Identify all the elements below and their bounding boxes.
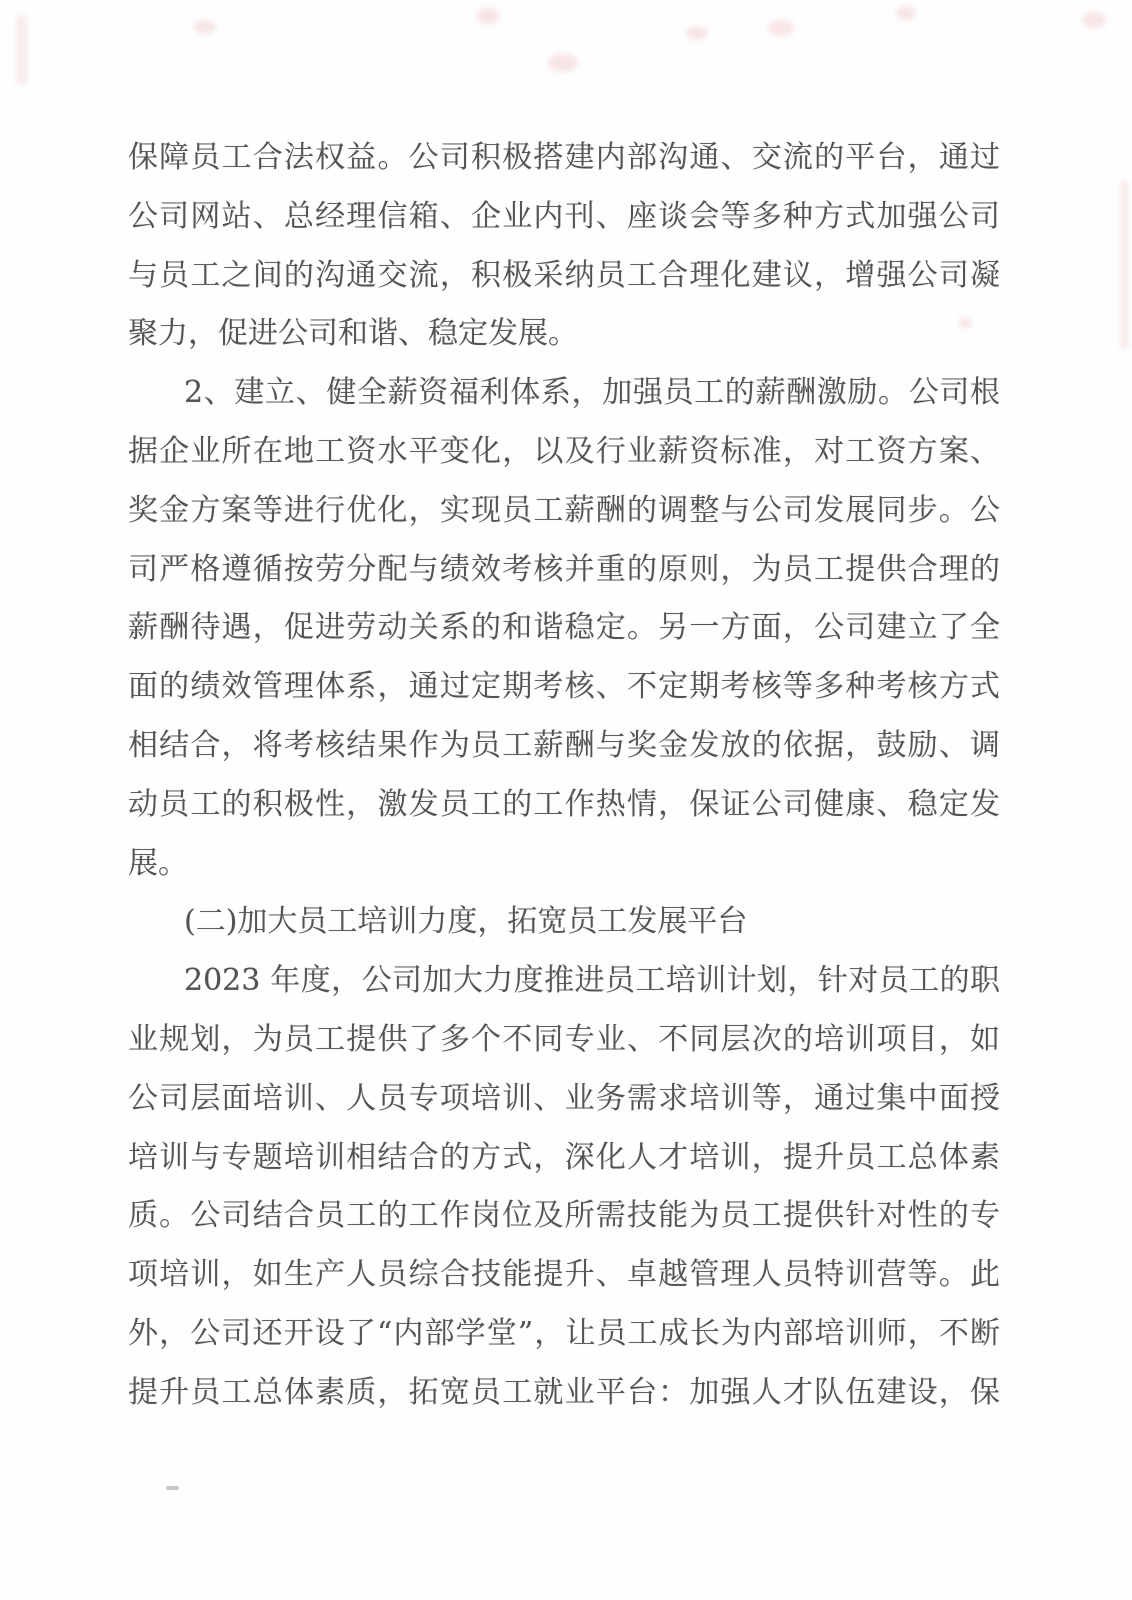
doc-line: 保障员工合法权益。公司积极搭建内部沟通、交流的平台，通过	[128, 140, 1000, 175]
stray-mark	[166, 1486, 179, 1490]
scan-smudge	[686, 26, 708, 40]
doc-line: 公司层面培训、人员专项培训、业务需求培训等，通过集中面授	[128, 1080, 1000, 1116]
scan-smudge	[194, 20, 216, 34]
doc-line: 展。	[128, 845, 188, 881]
doc-line: 动员工的积极性，激发员工的工作热情，保证公司健康、稳定发	[128, 786, 1000, 822]
doc-line: 提升员工总体素质，拓宽员工就业平台：加强人才队伍建设，保	[128, 1374, 1000, 1410]
doc-line: 相结合，将考核结果作为员工薪酬与奖金发放的依据，鼓励、调	[128, 727, 1000, 763]
doc-line: 培训与专题培训相结合的方式，深化人才培训，提升员工总体素	[128, 1139, 1000, 1175]
doc-line: 与员工之间的沟通交流，积极采纳员工合理化建议，增强公司凝	[128, 257, 1000, 293]
doc-line: 质。公司结合员工的工作岗位及所需技能为员工提供针对性的专	[128, 1198, 1000, 1234]
doc-line: 2、建立、健全薪资福利体系，加强员工的薪酬激励。公司根	[184, 375, 1000, 411]
doc-line: 薪酬待遇，促进劳动关系的和谐稳定。另一方面，公司建立了全	[128, 610, 1000, 646]
doc-line: 2023 年度，公司加大力度推进员工培训计划，针对员工的职	[184, 963, 1000, 999]
scan-smudge	[16, 14, 28, 86]
doc-line: 项培训，如生产人员综合技能提升、卓越管理人员特训营等。此	[128, 1257, 1000, 1293]
document-body	[128, 129, 1000, 1423]
scan-smudge	[1082, 12, 1106, 28]
scan-smudge	[768, 20, 794, 36]
scan-smudge	[548, 54, 578, 72]
doc-section-heading: (二)加大员工培训力度，拓宽员工发展平台	[184, 904, 748, 940]
doc-line: 据企业所在地工资水平变化，以及行业薪资标准，对工资方案、	[128, 433, 1000, 469]
scan-smudge	[896, 6, 916, 20]
doc-line: 公司网站、总经理信箱、企业内刊、座谈会等多种方式加强公司	[128, 198, 1000, 234]
doc-line: 外，公司还开设了“内部学堂”，让员工成长为内部培训师，不断	[128, 1315, 1000, 1351]
doc-line: 聚力，促进公司和谐、稳定发展。	[128, 316, 578, 352]
scan-smudge	[476, 8, 500, 24]
doc-line: 奖金方案等进行优化，实现员工薪酬的调整与公司发展同步。公	[128, 492, 1000, 528]
scan-smudge	[1120, 180, 1129, 350]
doc-line: 业规划，为员工提供了多个不同专业、不同层次的培训项目，如	[128, 1021, 1000, 1057]
doc-line: 面的绩效管理体系，通过定期考核、不定期考核等多种考核方式	[128, 669, 1000, 705]
doc-line: 司严格遵循按劳分配与绩效考核并重的原则，为员工提供合理的	[128, 551, 1000, 587]
